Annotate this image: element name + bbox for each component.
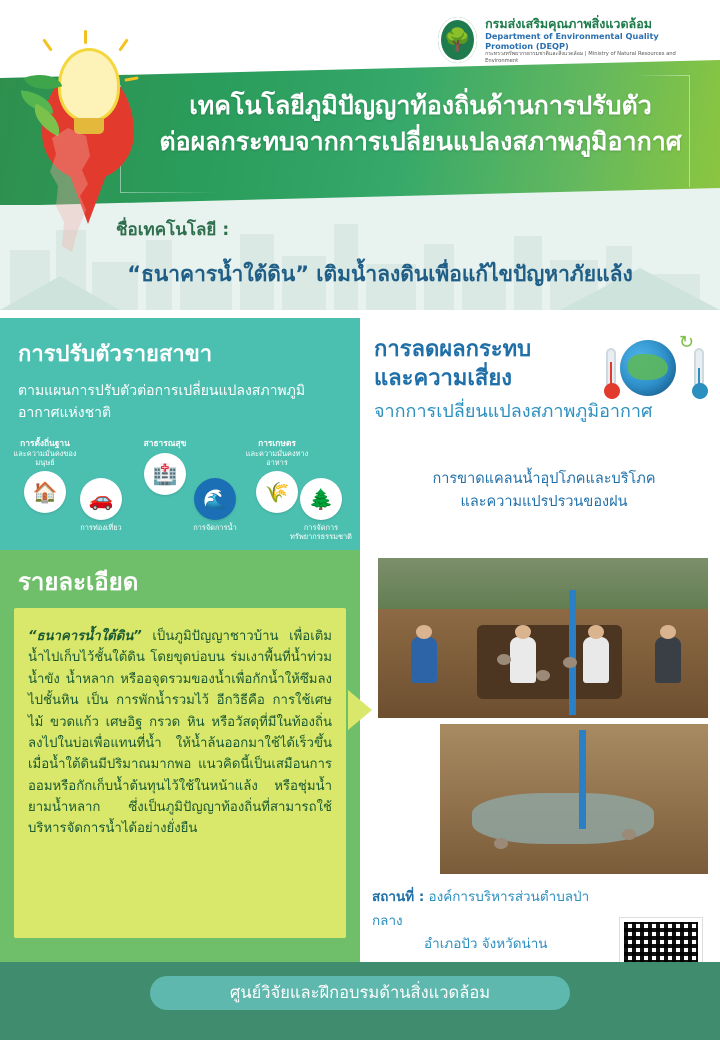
sector-caption: สาธารณสุข bbox=[143, 438, 187, 448]
sector-adaptation-panel bbox=[0, 318, 360, 550]
sector-panel-title: การปรับตัวรายสาขา bbox=[18, 342, 213, 367]
location-label: สถานที่ : bbox=[372, 889, 425, 905]
location-line-1: องค์การบริหารส่วนตำบลป่ากลาง bbox=[372, 889, 590, 929]
impact-title-line-2: และความเสี่ยง bbox=[374, 365, 512, 391]
worker-figure bbox=[510, 637, 536, 683]
photo-digging-pit bbox=[378, 558, 708, 718]
headline-line-1: เทคโนโลยีภูมิปัญญาท้องถิ่นด้านการปรับตัว bbox=[189, 91, 652, 120]
rock bbox=[563, 657, 577, 668]
spark-icon bbox=[124, 76, 138, 81]
globe-icon bbox=[620, 340, 676, 396]
detail-text: เป็นภูมิปัญญาชาวบ้าน เพื่อเติมน้ำไปเก็บไว้ชั้นใต้ดิน โดยขุดบ่อบน ร่มเงาพื้นที่น้ำท่วม น้ำขัง น้ำหลาก หรืออจุดรวมของน้ำเพื่อกักน้ำให้ซึมลงไปชั้นหิน เป็น การพักน้ำรวมไว้ อีกวิธีคือ การใช้เศษไม้ ขวดแก้ว เศษอิฐ กรวด หิน หรือวัสดุที่มีในท้องถิ่นลงไปในบ่อเพื่อแทนที่น้ำ ให้น้ำล้นออกมาใช้ได้เร็วขึ้นเมื่อน้ำใต้ดินมีปริมาณมากพอ แนวคิดนี้เป็นเสมือนการออมหรือกักเก็บน้ำต้นทุนไว้ใช้ในหน้าแล้ง หรือชุ่มน้ำยามน้ำหลาก ซึ่งเป็นภูมิปัญญาท้องถิ่นที่สามารถใช้บริหารจัดการน้ำได้อย่างยั่งยืน bbox=[28, 629, 332, 837]
sector-icon-strip bbox=[0, 438, 360, 542]
water-pipe bbox=[569, 590, 576, 715]
photo-water-pit bbox=[440, 724, 708, 874]
thermometer-hot-icon bbox=[606, 348, 616, 392]
sector-caption: การท่องเที่ยว bbox=[80, 523, 122, 532]
worker-figure bbox=[411, 637, 437, 683]
org-name-en: Department of Environmental Quality Promotion (DEQP) bbox=[485, 31, 659, 52]
detail-body bbox=[14, 608, 346, 938]
spark-icon bbox=[118, 38, 128, 51]
poster-footer bbox=[0, 962, 720, 1040]
location-line-2: อำเภอปัว จังหวัดน่าน bbox=[424, 936, 548, 953]
sector-caption: การเกษตร และความมั่นคงทางอาหาร bbox=[245, 438, 309, 467]
impact-panel-subtitle: จากการเปลี่ยนแปลงสภาพภูมิอากาศ bbox=[374, 401, 653, 422]
worker-figure bbox=[655, 637, 681, 683]
org-logo-text bbox=[485, 16, 706, 64]
org-name-th: กรมส่งเสริมคุณภาพสิ่งแวดล้อม bbox=[485, 16, 652, 32]
agriculture-icon: 🌾 bbox=[256, 471, 298, 513]
cycle-arrows-icon: ↻ bbox=[678, 332, 694, 353]
thermometer-cold-icon bbox=[694, 348, 704, 392]
detail-arrow-icon bbox=[348, 690, 372, 730]
risk-line-2: และความแปรปรวนของฝน bbox=[460, 494, 628, 511]
technology-name-block bbox=[0, 200, 720, 320]
location-block bbox=[372, 886, 602, 953]
footer-text: ศูนย์วิจัยและฝึกอบรมด้านสิ่งแวดล้อม bbox=[229, 983, 491, 1002]
houses-icon: 🏠 bbox=[24, 471, 66, 513]
deqp-seal-icon: 🌳 bbox=[438, 17, 477, 63]
impact-title-line-1: การลดผลกระทบ bbox=[374, 337, 532, 362]
detail-lead: “ธนาคารน้ำใต้ดิน” bbox=[28, 629, 142, 644]
lightbulb-icon bbox=[58, 48, 120, 122]
worker-figure bbox=[583, 637, 609, 683]
impact-risk-text bbox=[374, 468, 714, 514]
detail-title: รายละเอียด bbox=[18, 568, 139, 596]
sector-caption: การจัดการน้ำ bbox=[193, 523, 237, 532]
sector-item-natural-resources[interactable] bbox=[282, 478, 360, 542]
org-ministry: กระทรวงทรัพยากรธรรมชาติและสิ่งแวดล้อม | Ministry of Natural Resources and Environment bbox=[485, 51, 676, 64]
car-palm-icon: 🚗 bbox=[80, 478, 122, 520]
detail-panel bbox=[0, 550, 360, 970]
rock bbox=[497, 654, 511, 665]
technology-name-label: ชื่อเทคโนโลยี : bbox=[116, 220, 230, 240]
spark-icon bbox=[42, 38, 52, 51]
spark-icon bbox=[84, 30, 87, 44]
footer-pill bbox=[150, 976, 570, 1010]
impact-panel-title bbox=[374, 336, 624, 393]
water-management-icon: 🌊 bbox=[194, 478, 236, 520]
natural-resource-icon: 🌲 bbox=[300, 478, 342, 520]
technology-name-value: “ธนาคารน้ำใต้ดิน” เติมน้ำลงดินเพื่อแก้ไขปัญหาภัยแล้ง bbox=[127, 262, 633, 286]
hospital-icon: 🏥 bbox=[144, 453, 186, 495]
impact-reduction-panel bbox=[360, 318, 720, 550]
rock bbox=[494, 838, 508, 849]
sector-caption: การจัดการทรัพยากรธรรมชาติ bbox=[290, 523, 352, 542]
risk-line-1: การขาดแคลนน้ำอุปโภคและบริโภค bbox=[432, 471, 656, 487]
org-logo bbox=[438, 14, 706, 66]
sector-caption: การตั้งถิ่นฐาน และความมั่นคงของมนุษย์ bbox=[13, 438, 77, 467]
poster-headline bbox=[148, 88, 693, 161]
sector-panel-subtitle: ตามแผนการปรับตัวต่อการเปลี่ยนแปลงสภาพภูมิอากาศแห่งชาติ bbox=[18, 383, 306, 421]
water-pipe bbox=[579, 730, 586, 829]
headline-line-2: ต่อผลกระทบจากการเปลี่ยนแปลงสภาพภูมิอากาศ bbox=[159, 127, 682, 157]
